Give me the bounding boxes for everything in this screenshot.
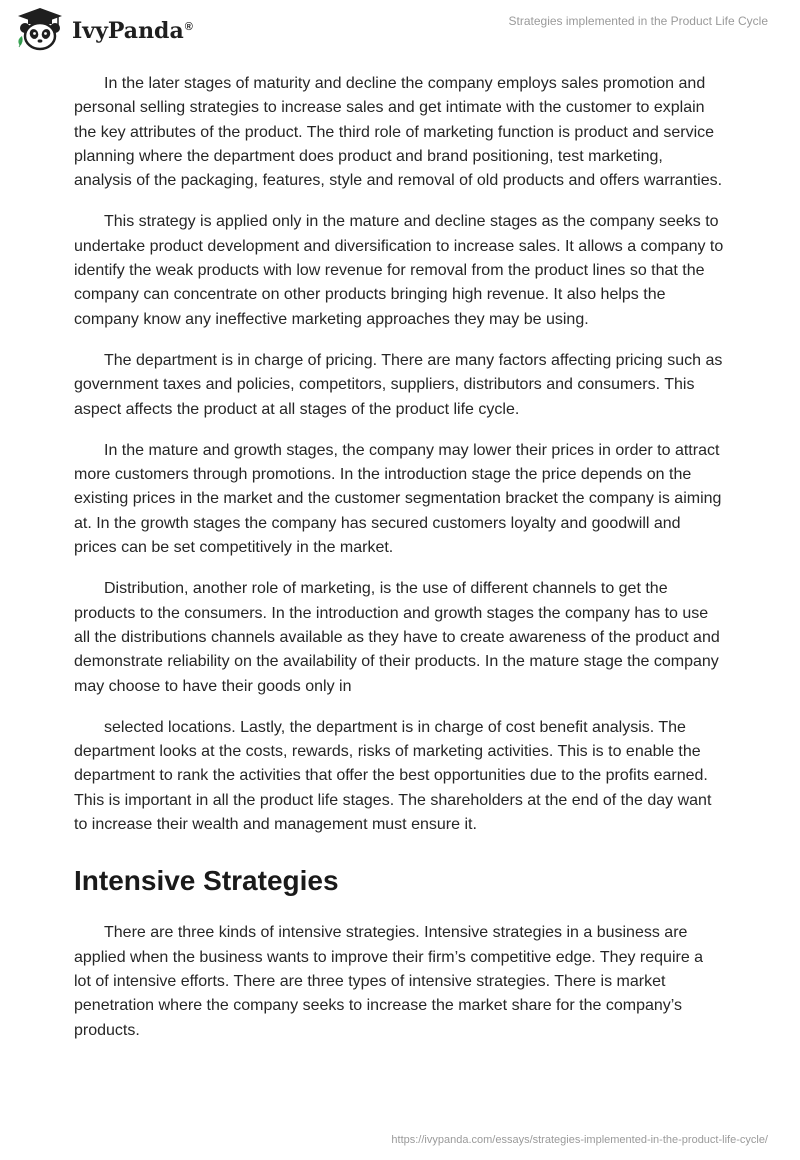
paragraph: In the later stages of maturity and decline the company employs sales promotion and personal selling strategies to increase sales and get intimate with the customer to explain the key attributes of the product. The third role of marketing function is product and service planning where the department does product and brand positioning, test marketing, analysis of the packaging, features, style and removal of old products and offers warranties. <box>74 75 723 190</box>
paragraph: There are three kinds of intensive strategies. Intensive strategies in a business are applied when the business wants to improve their firm’s competitive edge. They require a lot of intensive efforts. There are three types of intensive strategies. There is market penetration where the company seeks to increase the market share for the company’s products. <box>74 924 704 1039</box>
panda-logo-icon <box>14 6 66 52</box>
brand-registered-mark: ® <box>184 20 193 33</box>
paragraph: This strategy is applied only in the mature and decline stages as the company seeks to undertake product development and diversification to increase sales. It allows a company to identify the weak products with low revenue for removal from the product lines so that the company can concentrate on other products bringing high revenue. It also helps the company know any ineffective marketing approaches they may be using. <box>74 213 724 328</box>
paragraph: selected locations. Lastly, the department is in charge of cost benefit analysis. The department looks at the costs, rewards, risks of marketing activities. This is to enable the department to rank the activities that offer the best opportunities due to the profits earned. This is important in all the product life stages. The shareholders at the end of the day want to increase their wealth and management must ensure it. <box>74 718 712 834</box>
brand-name <box>72 18 193 44</box>
paragraph: In the mature and growth stages, the company may lower their prices in order to attract more customers through promotions. In the introduction stage the price depends on the existing prices in the market and the customer segmentation bracket the company is aiming at. In the growth stages the company has secured customers loyalty and goodwill and prices can be set competitively in the market. <box>74 441 722 557</box>
section-heading: Intensive Strategies <box>74 865 339 897</box>
essay-content <box>74 72 724 1043</box>
paragraph: The department is in charge of pricing. There are many factors affecting pricing such as government taxes and policies, competitors, suppliers, distributors and consumers. This aspect affects the product at all stages of the product life cycle. <box>74 351 723 418</box>
paragraph: Distribution, another role of marketing, is the use of different channels to get the products to the consumers. In the introduction and growth stages the company has to use all the distributions channels available as they have to create awareness of the product and demonstrate reliability on the availability of their products. In the mature stage the company may choose to have their goods only in <box>74 580 720 695</box>
brand-name-text: IvyPanda <box>72 18 184 44</box>
page-header <box>0 0 800 60</box>
document-title: Strategies implemented in the Product Life Cycle <box>508 14 768 28</box>
ivypanda-logo[interactable] <box>14 6 193 52</box>
source-url[interactable]: https://ivypanda.com/essays/strategies-implemented-in-the-product-life-cycle/ <box>391 1134 768 1146</box>
